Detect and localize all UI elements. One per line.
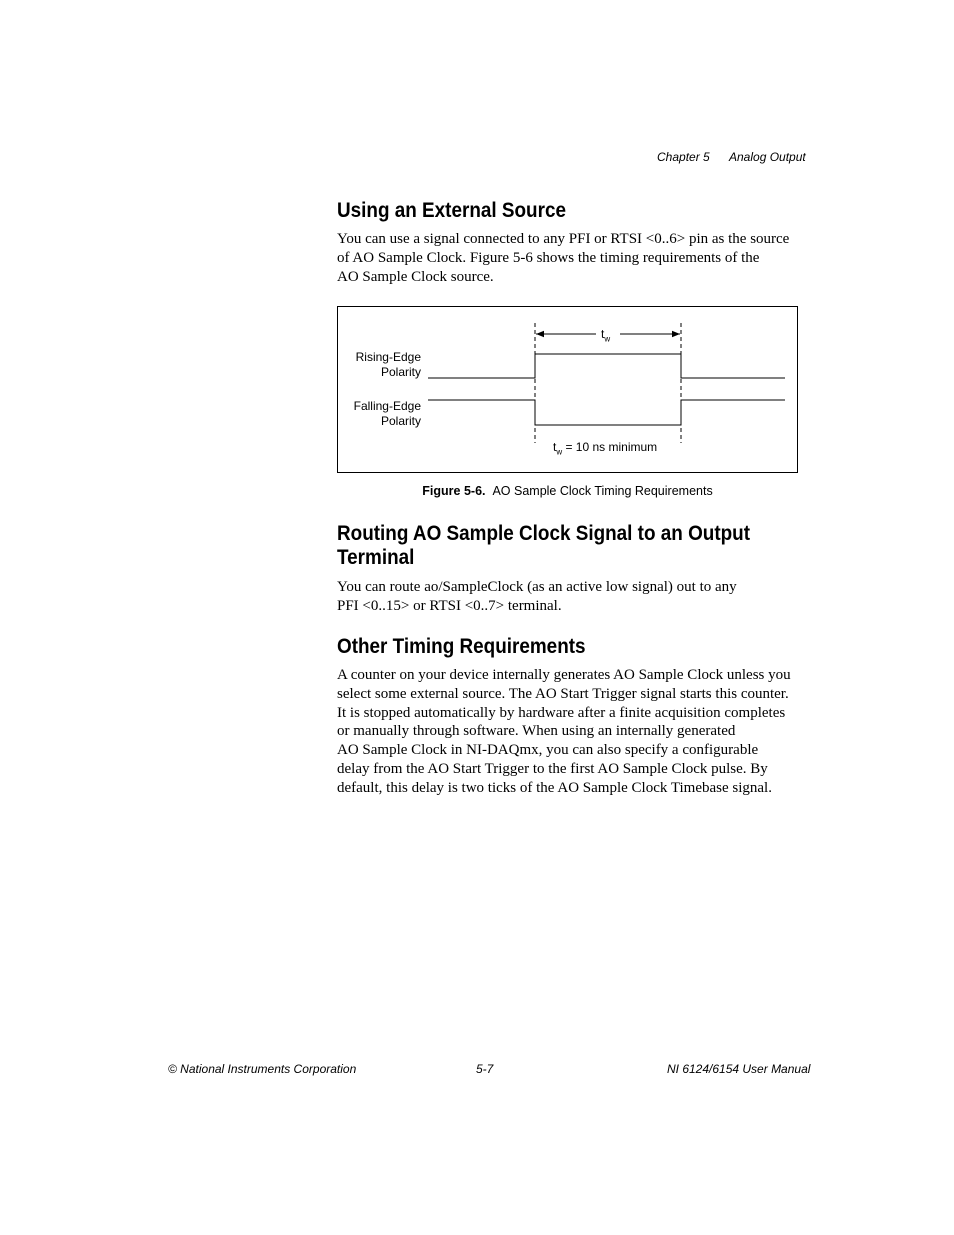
caption-text: AO Sample Clock Timing Requirements <box>492 484 713 498</box>
text-line: delay from the AO Start Trigger to the first AO Sample Clock pulse. By <box>337 760 768 777</box>
page-number: 5-7 <box>476 1062 494 1076</box>
falling-edge-waveform <box>428 400 785 425</box>
rising-edge-label-line2: Polarity <box>380 365 421 379</box>
paragraph-routing <box>337 578 802 616</box>
rising-edge-label-line1: Rising-Edge <box>355 350 421 364</box>
heading-other-timing-requirements: Other Timing Requirements <box>337 635 586 658</box>
text-line: of AO Sample Clock. Figure 5-6 shows the timing requirements of the <box>337 249 760 266</box>
paragraph-other-timing <box>337 666 802 798</box>
text-line: default, this delay is two ticks of the AO Sample Clock Timebase signal. <box>337 779 772 796</box>
footer-manual-title: NI 6124/6154 User Manual <box>667 1062 811 1076</box>
text-line: select some external source. The AO Start Trigger signal starts this counter. <box>337 685 789 702</box>
heading-using-external-source: Using an External Source <box>337 199 566 222</box>
caption-number: Figure 5-6. <box>422 484 486 498</box>
text-line: PFI <0..15> or RTSI <0..7> terminal. <box>337 597 562 614</box>
text-line: AO Sample Clock source. <box>337 268 494 285</box>
running-head-chapter: Chapter 5 <box>657 150 710 164</box>
timing-figure <box>337 306 798 473</box>
paragraph-external-source <box>337 230 802 286</box>
heading-routing-ao-sample-clock <box>337 522 751 570</box>
text-line: or manually through software. When using an internally generated <box>337 723 736 740</box>
heading-line: Routing AO Sample Clock Signal to an Output <box>337 522 751 545</box>
text-line: A counter on your device internally generates AO Sample Clock unless you <box>337 667 791 683</box>
footer-copyright: © National Instruments Corporation <box>168 1062 357 1076</box>
heading-line: Terminal <box>337 546 415 569</box>
falling-edge-label-line1: Falling-Edge <box>353 399 421 413</box>
text-line: AO Sample Clock in NI-DAQmx, you can also specify a configurable <box>337 742 759 759</box>
tw-minimum-note: $t_w = 10$ ns minimum <box>553 440 658 457</box>
text-line: You can route ao/SampleClock (as an active low signal) out to any <box>337 579 737 595</box>
rising-edge-waveform <box>428 354 785 378</box>
figure-caption <box>337 484 798 498</box>
tw-label: $t_w$ <box>601 327 611 344</box>
falling-edge-label-line2: Polarity <box>380 414 421 428</box>
text-line: You can use a signal connected to any PFI or RTSI <0..6> pin as the source <box>337 231 790 247</box>
text-line: It is stopped automatically by hardware after a finite acquisition completes <box>337 704 786 721</box>
running-head-section: Analog Output <box>729 150 806 164</box>
